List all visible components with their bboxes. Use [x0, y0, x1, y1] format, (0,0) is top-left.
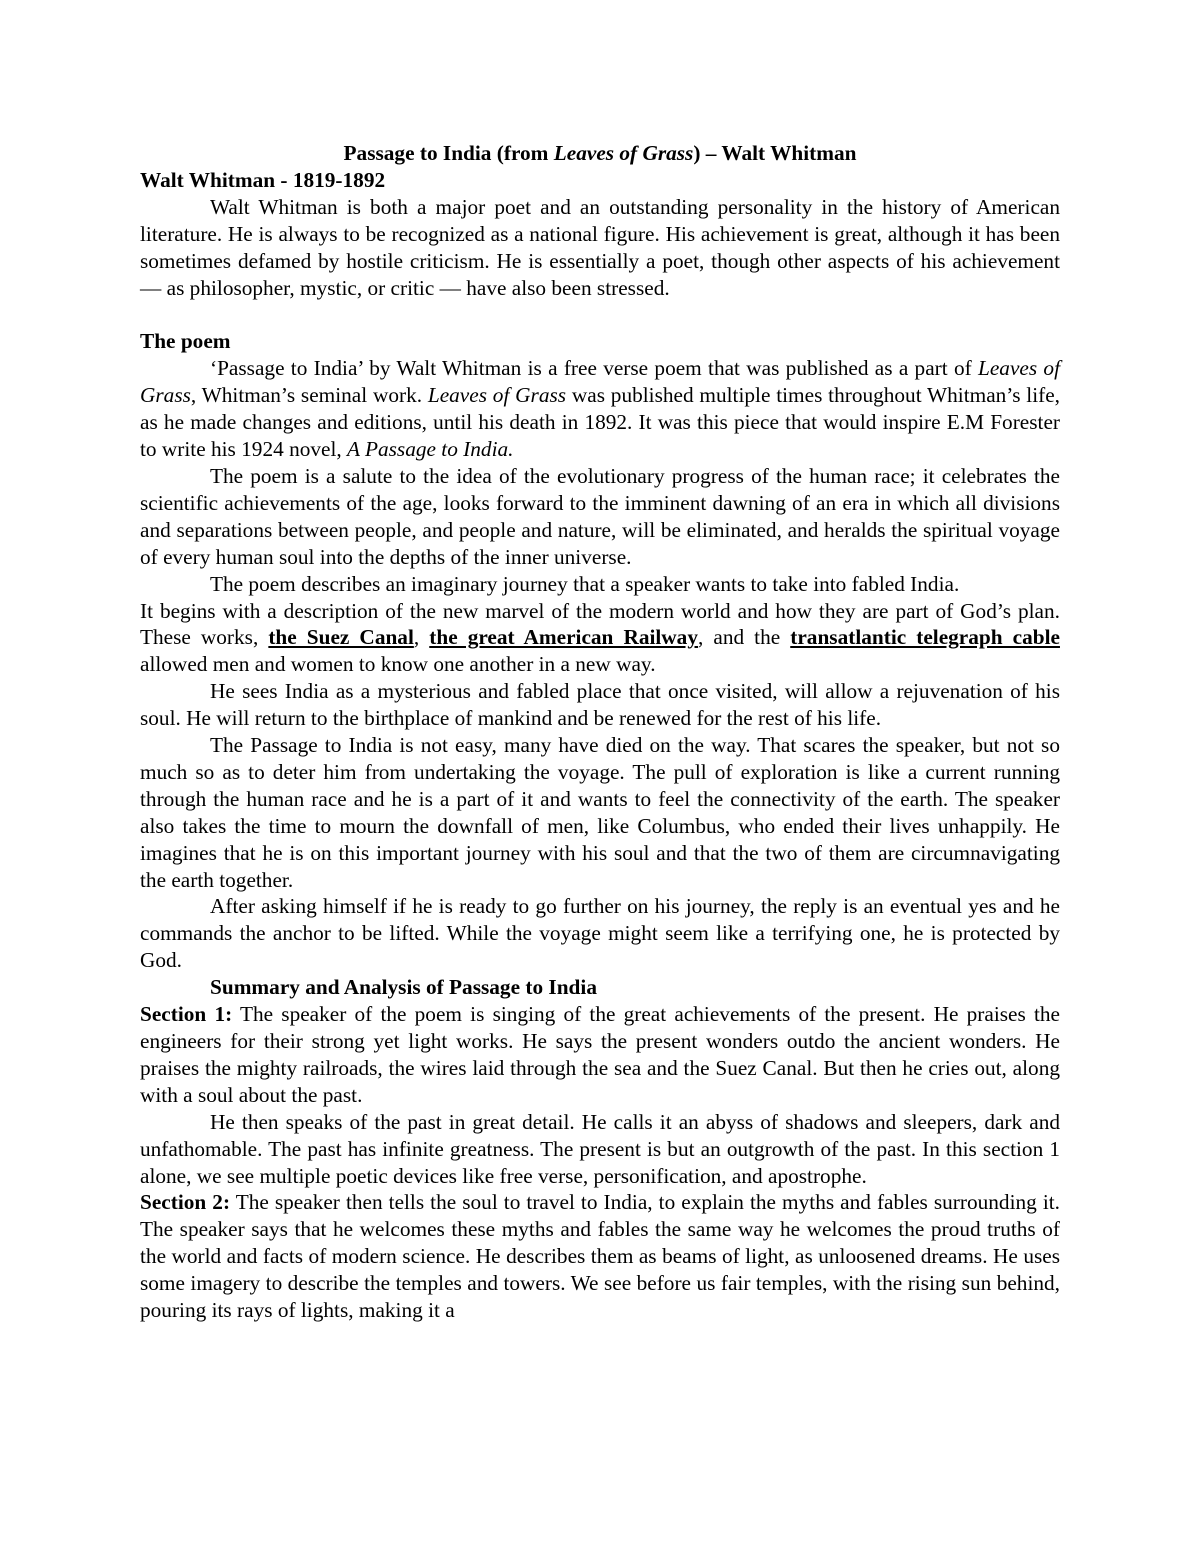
title-italic: Leaves of Grass — [553, 141, 694, 165]
section-1-paragraph-2: He then speaks of the past in great detail. He calls it an abyss of shadows and sleepers, dark and unfathomable. The past has infinite greatness. The present is but an outgrowth of the past. In this section 1 alone, we see multiple poetic devices like free verse, personification, and apostrophe. — [140, 1109, 1060, 1188]
text-run: , and the — [697, 625, 791, 650]
poem-paragraph-4 — [140, 598, 1060, 679]
section-label: Section 1: — [140, 1002, 233, 1027]
spacer — [140, 301, 1060, 328]
intro-paragraph: Walt Whitman is both a major poet and an outstanding personality in the history of American literature. He is always to be recognized as a national figure. His achievement is great, although it has been sometimes defamed by hostile criticism. He is essentially a poet, though other aspects of his achievement — as philosopher, mystic, or critic — have also been stressed. — [140, 194, 1060, 300]
italic-run: Leaves of Grass — [427, 383, 567, 408]
text-run: allowed men and women to know one another in a new way. — [140, 652, 656, 677]
poem-paragraph-6: The Passage to India is not easy, many have died on the way. That scares the speaker, but not so much so as to deter him from undertaking the voyage. The pull of exploration is like a current running through the human race and he is a part of it and wants to feel the connectivity of the earth. The speaker also takes the time to mourn the downfall of men, like Columbus, who ended their lives unhappily. He imagines that he is on this important journey with his soul and that the two of them are circumnavigating the earth together. — [140, 733, 1060, 892]
poem-paragraph-1 — [140, 355, 1060, 463]
poem-heading: The poem — [140, 329, 231, 354]
title-suffix: ) – Walt Whitman — [693, 141, 857, 165]
author-dates: Walt Whitman - 1819-1892 — [140, 167, 386, 192]
poem-paragraph-7: After asking himself if he is ready to go further on his journey, the reply is an eventual yes and he commands the anchor to be lifted. While the voyage might seem like a terrifying one, he is protected by God. — [140, 894, 1060, 973]
document-page — [140, 140, 1060, 1324]
poem-paragraph-3: The poem describes an imaginary journey that a speaker wants to take into fabled India. — [210, 571, 960, 596]
text-run: The speaker of the poem is singing of the great achievements of the present. He praises the engineers for their strong yet light works. He says the present wonders outdo the ancient wonders. He praises the mighty railroads, the wires laid through the sea and the Suez Canal. But then he cries out, along with a soul about the past. — [140, 1002, 1060, 1107]
title-prefix: Passage to India (from — [343, 141, 554, 165]
underlined-term: transatlantic telegraph cable — [790, 625, 1060, 650]
text-run: The speaker then tells the soul to travel to India, to explain the myths and fables surrounding it. The speaker says that he welcomes these myths and fables the same way he welcomes the proud truths of the world and facts of modern science. He describes them as beams of light, as unloosened dreams. He uses some imagery to describe the temples and towers. We see before us fair temples, with the rising sun behind, pouring its rays of lights, making it a — [140, 1190, 1060, 1323]
italic-run: A Passage to India. — [347, 437, 514, 462]
text-run: , Whitman’s seminal work. — [190, 383, 428, 408]
section-2-paragraph — [140, 1189, 1060, 1324]
underlined-term: the great American Railway — [429, 625, 698, 650]
text-run: was published multiple times throughout Whitman’s life, as he made changes and editions, until his death in 1892. It was this piece that would inspire E.M Forester to write his 1924 novel, — [140, 383, 1061, 462]
poem-paragraph-2: The poem is a salute to the idea of the evolutionary progress of the human race; it celebrates the scientific achievements of the age, looks forward to the imminent dawning of an era in which all divisions and separations between people, and people and nature, will be eliminated, and heralds the spiritual voyage of every human soul into the depths of the inner universe. — [140, 463, 1060, 569]
italic-run: Leaves of Grass — [140, 356, 1060, 408]
text-run: , — [413, 625, 430, 650]
text-run: It begins with a description of the new marvel of the modern world and how they are part of God’s plan. These works, — [140, 598, 1060, 650]
poem-paragraph-5: He sees India as a mysterious and fabled place that once visited, will allow a rejuvenation of his soul. He will return to the birthplace of mankind and be renewed for the rest of his life. — [140, 679, 1060, 731]
section-1-paragraph — [140, 1001, 1060, 1109]
document-title — [140, 140, 1060, 167]
text-run: ‘Passage to India’ by Walt Whitman is a free verse poem that was published as a part of — [210, 356, 978, 381]
summary-heading: Summary and Analysis of Passage to India — [210, 975, 597, 1000]
underlined-term: the Suez Canal — [268, 625, 414, 650]
section-label: Section 2: — [140, 1190, 231, 1215]
